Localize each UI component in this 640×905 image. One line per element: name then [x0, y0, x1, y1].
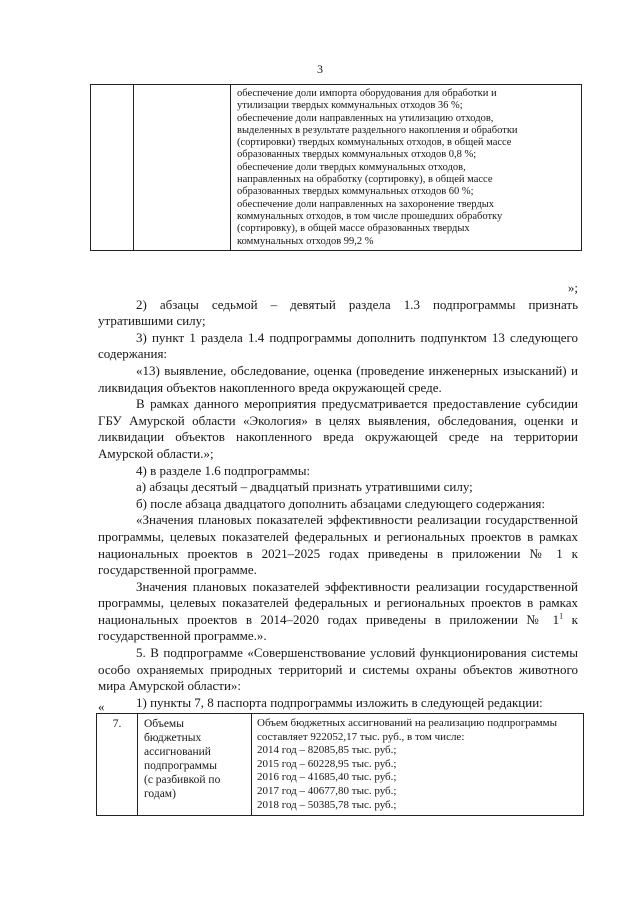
indicator-line: обеспечение доли направленных на захоронение твердых: [237, 198, 495, 210]
paragraph-item-2: 2) абзацы седьмой – девятый раздела 1.3 подпрограммы признать утратившими силу;: [98, 296, 578, 329]
paragraph-indicators-2014: [98, 579, 578, 645]
paragraph-text: к государственной программе.».: [98, 611, 578, 644]
document-body: [98, 280, 578, 711]
value-line: 2015 год – 60228,95 тыс. руб.;: [257, 757, 397, 770]
table-row: [91, 85, 582, 251]
page-number: 3: [317, 62, 323, 76]
paragraph-item-5-1: 1) пункты 7, 8 паспорта подпрограммы изложить в следующей редакции:: [136, 694, 543, 710]
indicator-line: обеспечение доли твердых коммунальных отходов,: [237, 161, 466, 173]
closing-quote: »;: [567, 280, 578, 295]
indicator-line: образованных твердых коммунальных отходов 60 %;: [237, 186, 474, 198]
row-number: 7.: [97, 714, 138, 816]
value-line: 2014 год – 82085,85 тыс. руб.;: [257, 744, 397, 757]
row-label: [138, 714, 252, 816]
superscript: 1: [559, 611, 564, 621]
row-value: [252, 714, 584, 816]
indicator-line: обеспечение доли направленных на утилизацию отходов,: [237, 112, 494, 124]
label-line: годам): [144, 788, 176, 800]
indicator-line: направленных на обработку (сортировку), в общей массе: [237, 174, 493, 186]
indicator-line: (сортировки) твердых коммунальных отходов, в общей массе: [237, 137, 512, 149]
opening-quote: «: [98, 699, 105, 714]
paragraph-item-4a: а) абзацы десятый – двадцатый признать утратившими силу;: [136, 479, 473, 495]
indicator-line: коммунальных отходов 99,2 %: [237, 235, 374, 247]
table-cell-label: [134, 85, 231, 251]
table-cell-indicators: [231, 85, 582, 251]
paragraph-subitem-13: «13) выявление, обследование, оценка (проведение инженерных изысканий) и ликвидация объектов накопленного вреда окружающей среде.: [98, 362, 578, 395]
paragraph-subsidy: В рамках данного мероприятия предусматривается предоставление субсидии ГБУ Амурской области «Экология» в целях выявления, обследования, оценки и ликвидации объектов накопленного вреда окружающей среде на территории Амурской области.»;: [98, 396, 578, 461]
paragraph-indicators-2021: «Значения плановых показателей эффективности реализации государственной программы, целевых показателей федеральных и региональных проектов в рамках национальных проектов в 2021–2025 годах приведены в приложении № 1 к государственной программе.: [98, 512, 578, 578]
paragraph-item-4: 4) в разделе 1.6 подпрограммы:: [136, 462, 311, 478]
indicator-line: обеспечение доли импорта оборудования для обработки и: [237, 88, 497, 99]
value-line: 2016 год – 41685,40 тыс. руб.;: [257, 771, 397, 784]
label-line: Объемы: [144, 718, 184, 730]
paragraph-item-3: 3) пункт 1 раздела 1.4 подпрограммы дополнить подпунктом 13 следующего содержания:: [98, 329, 578, 362]
value-line: 2018 год – 50385,78 тыс. руб.;: [257, 798, 397, 811]
label-line: (с разбивкой по: [144, 774, 221, 786]
value-line: составляет 922052,17 тыс. руб., в том числе:: [257, 730, 465, 743]
passport-table: [96, 713, 584, 816]
paragraph-item-4b: б) после абзаца двадцатого дополнить абзацами следующего содержания:: [136, 495, 546, 511]
label-line: подпрограммы: [144, 760, 217, 772]
value-line: 2017 год – 40677,80 тыс. руб.;: [257, 784, 397, 797]
indicator-line: (сортировку), в общей массе образованных твердых: [237, 223, 470, 235]
label-line: ассигнований: [144, 746, 211, 758]
paragraph-text: Значения плановых показателей эффективности реализации государственной программы, целевых показателей федеральных и региональных проектов в рамках национальных проектов в 2014–2020 годах приведены в приложении № 1: [98, 578, 578, 627]
indicator-line: коммунальных отходов, в том числе прошедших обработку: [237, 210, 503, 222]
paragraph-item-5: 5. В подпрограмме «Совершенствование условий функционирования системы особо охраняемых природных территорий и системы охраны объектов животного мира Амурской области»:: [98, 645, 578, 694]
table-cell-number: [91, 85, 134, 251]
indicator-line: образованных твердых коммунальных отходов 0,8 %;: [237, 149, 477, 161]
indicator-line: утилизации твердых коммунальных отходов 36 %;: [237, 100, 463, 112]
label-line: бюджетных: [144, 732, 202, 744]
indicator-line: выделенных в результате раздельного накопления и обработки: [237, 124, 518, 136]
indicators-table: [90, 84, 582, 251]
value-line: Объем бюджетных ассигнований на реализацию подпрограммы: [257, 717, 557, 729]
table-row: [97, 714, 584, 816]
